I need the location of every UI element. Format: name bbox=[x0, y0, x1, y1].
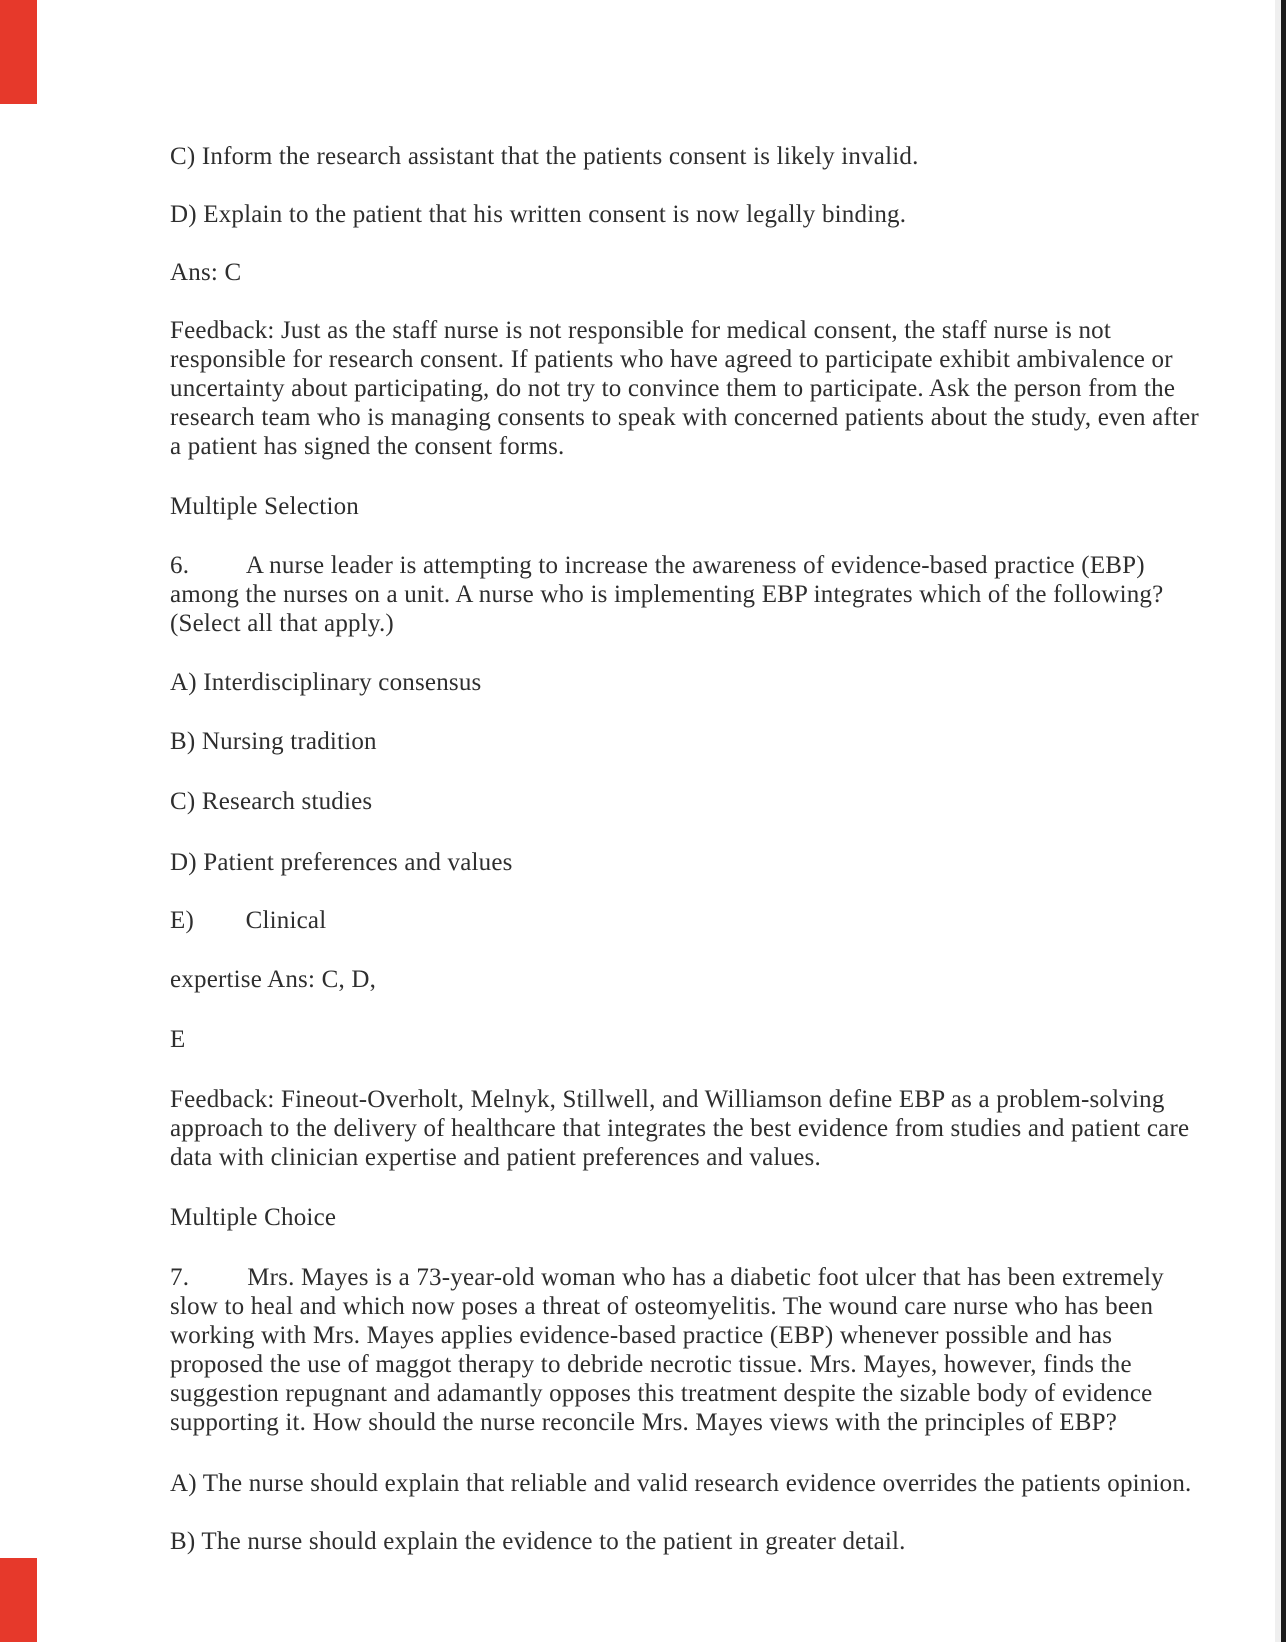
document-line: among the nurses on a unit. A nurse who is implementing EBP integrates which of the following? bbox=[170, 581, 1164, 608]
document-line: C) Research studies bbox=[170, 788, 373, 815]
document-line: B) The nurse should explain the evidence to the patient in greater detail. bbox=[170, 1528, 906, 1555]
document-line: 6. A nurse leader is attempting to increase the awareness of evidence-based practice (EBP) bbox=[170, 552, 1145, 579]
document-line: uncertainty about participating, do not try to convince them to participate. Ask the person from the bbox=[170, 375, 1176, 402]
document-line: Ans: C bbox=[170, 259, 242, 286]
document-line: A) Interdisciplinary consensus bbox=[170, 669, 482, 696]
document-line: data with clinician expertise and patient preferences and values. bbox=[170, 1144, 821, 1171]
document-line: A) The nurse should explain that reliable and valid research evidence overrides the patients opinion. bbox=[170, 1470, 1192, 1497]
document-line: approach to the delivery of healthcare that integrates the best evidence from studies and patient care bbox=[170, 1115, 1190, 1142]
document-line: D) Patient preferences and values bbox=[170, 849, 513, 876]
document-line: Multiple Choice bbox=[170, 1204, 337, 1231]
document-line: a patient has signed the consent forms. bbox=[170, 433, 565, 460]
document-line: B) Nursing tradition bbox=[170, 728, 377, 755]
document-line: D) Explain to the patient that his written consent is now legally binding. bbox=[170, 201, 907, 228]
document-line: slow to heal and which now poses a threat of osteomyelitis. The wound care nurse who has been bbox=[170, 1293, 1154, 1320]
document-line: C) Inform the research assistant that the patients consent is likely invalid. bbox=[170, 143, 919, 170]
document-line: Feedback: Just as the staff nurse is not responsible for medical consent, the staff nurse is not bbox=[170, 317, 1111, 344]
document-line: supporting it. How should the nurse reconcile Mrs. Mayes views with the principles of EBP? bbox=[170, 1409, 1118, 1436]
document-line: E bbox=[170, 1026, 186, 1053]
document-line: 7. Mrs. Mayes is a 73-year-old woman who has a diabetic foot ulcer that has been extremely bbox=[170, 1264, 1164, 1291]
document-line: suggestion repugnant and adamantly opposes this treatment despite the sizable body of evidence bbox=[170, 1380, 1153, 1407]
document-line: Multiple Selection bbox=[170, 493, 359, 520]
document-line: working with Mrs. Mayes applies evidence-based practice (EBP) whenever possible and has bbox=[170, 1322, 1113, 1349]
document-line: expertise Ans: C, D, bbox=[170, 966, 377, 993]
document-line: research team who is managing consents to speak with concerned patients about the study, even after bbox=[170, 404, 1199, 431]
document-line: Feedback: Fineout-Overholt, Melnyk, Stillwell, and Williamson define EBP as a problem-solving bbox=[170, 1086, 1165, 1113]
document-line: (Select all that apply.) bbox=[170, 610, 394, 637]
document-line: proposed the use of maggot therapy to debride necrotic tissue. Mrs. Mayes, however, finds the bbox=[170, 1351, 1132, 1378]
document-line: responsible for research consent. If patients who have agreed to participate exhibit ambivalence or bbox=[170, 346, 1173, 373]
document-line: E) Clinical bbox=[170, 907, 327, 934]
